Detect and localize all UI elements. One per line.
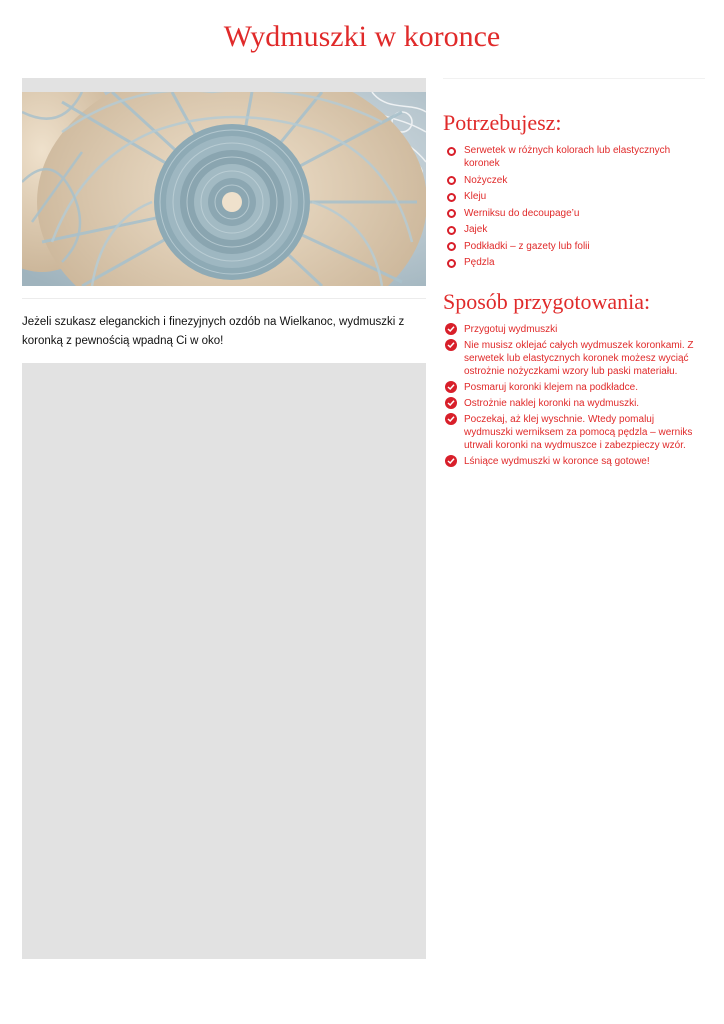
list-item: Werniksu do decoupage’u [443,207,705,220]
steps-list [443,323,705,468]
ring-bullet-icon [447,209,456,218]
list-item: Poczekaj, aż klej wyschnie. Wtedy pomaluj wydmuszki werniksem za pomocą pędzla – werniks utrwali koronki na wydmuszce i zabezpieczy wzór. [443,413,705,452]
check-circle-icon [445,323,457,335]
ring-bullet-icon [447,226,456,235]
check-circle-icon [445,455,457,467]
intro-text: Jeżeli szukasz eleganckich i finezyjnych ozdób na Wielkanoc, wydmuszki z koronką z pewnością wpadną Ci w oko! [22,298,426,363]
list-item: Przygotuj wydmuszki [443,323,705,336]
ring-bullet-icon [447,259,456,268]
lace-egg-photo [22,92,426,286]
list-item: Nożyczek [443,174,705,187]
check-circle-icon [445,381,457,393]
list-item: Nie musisz oklejać całych wydmuszek koronkami. Z serwetek lub elastycznych koronek możesz wyciąć ostrożnie nożyczkami wzory lub paski materiału. [443,339,705,378]
content-placeholder-panel [22,363,426,959]
right-column [443,78,705,471]
hero-image-frame [22,78,426,286]
ring-bullet-icon [447,193,456,202]
check-circle-icon [445,413,457,425]
list-item: Ostrożnie naklej koronki na wydmuszki. [443,397,705,410]
list-item: Podkładki – z gazety lub folii [443,240,705,253]
ring-bullet-icon [447,147,456,156]
needs-heading: Potrzebujesz: [443,110,562,135]
ring-bullet-icon [447,176,456,185]
list-item: Jajek [443,223,705,236]
list-item: Posmaruj koronki klejem na podkładce. [443,381,705,394]
list-item: Serwetek w różnych kolorach lub elastycznych koronek [443,144,705,170]
left-column [22,78,426,363]
check-circle-icon [445,339,457,351]
page-title: Wydmuszki w koronce [223,20,501,53]
list-item: Kleju [443,190,705,203]
ring-bullet-icon [447,242,456,251]
method-heading: Sposób przygotowania: [443,289,651,314]
needs-list [443,144,705,269]
check-circle-icon [445,397,457,409]
list-item: Lśniące wydmuszki w koronce są gotowe! [443,455,705,468]
list-item: Pędzla [443,256,705,269]
